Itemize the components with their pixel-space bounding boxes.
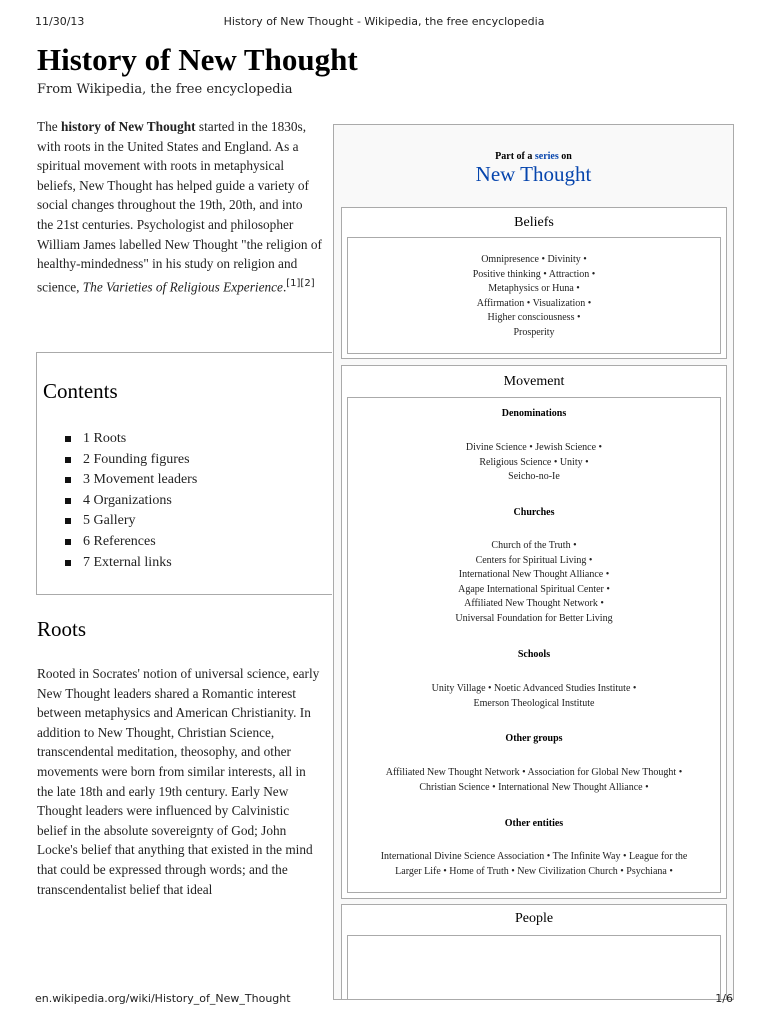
series-caption (334, 151, 733, 162)
beliefs-line[interactable]: Metaphysics or Huna • (488, 283, 580, 294)
toc-heading: Contents (43, 379, 118, 403)
beliefs-line[interactable]: Prosperity (513, 326, 555, 338)
article-subtitle: From Wikipedia, the free encyclopedia (37, 82, 293, 97)
table-of-contents (36, 352, 332, 595)
intro-paragraph (37, 117, 322, 297)
people-box (341, 904, 727, 1000)
churches-list (348, 539, 720, 626)
toc-item-roots[interactable]: 1 Roots (63, 429, 197, 450)
churches-line[interactable]: Agape International Spiritual Center • (458, 583, 610, 595)
beliefs-line[interactable]: Omnipresence • Divinity • (481, 254, 587, 265)
churches-line[interactable]: Centers for Spiritual Living • (475, 554, 593, 566)
beliefs-line[interactable]: Affirmation • Visualization • (476, 297, 592, 309)
toc-item-references[interactable]: 6 References (63, 532, 197, 553)
movement-heading: Movement (503, 374, 565, 389)
denominations-heading: Denominations (501, 408, 567, 419)
other-entities-heading: Other entities (504, 818, 564, 829)
denominations-line[interactable]: Religious Science • Unity • (479, 456, 589, 468)
print-date: 11/30/13 (35, 15, 85, 28)
churches-line[interactable]: Universal Foundation for Better Living (455, 612, 613, 624)
churches-line[interactable]: International New Thought Alliance • (458, 569, 610, 580)
series-title-link[interactable]: New Thought (475, 162, 592, 186)
intro-text-3: . (282, 279, 287, 295)
other-groups-heading: Other groups (505, 733, 563, 744)
intro-book-title[interactable]: The Varieties of Religious Experience (82, 279, 283, 295)
schools-heading: Schools (517, 649, 551, 660)
toc-item-movement-leaders[interactable]: 3 Movement leaders (63, 470, 197, 491)
movement-list-panel (347, 397, 721, 893)
print-page-title: History of New Thought - Wikipedia, the free encyclopedia (223, 15, 545, 28)
beliefs-line[interactable]: Higher consciousness • (487, 312, 581, 323)
intro-text-2: started in the 1830s, with roots in the United States and England. As a spiritual movement with roots in metaphysical beliefs, New Thought has helped guide a variety of social changes throughout the 19th, 20th, and into the 21st centuries. Psychologist and philosopher William James labelled New Thought "the religion of healthy-mindedness" in his study on religion and science, (37, 119, 322, 295)
new-thought-series-sidebar (333, 124, 734, 1000)
beliefs-line[interactable]: Positive thinking • Attraction • (472, 268, 596, 280)
churches-line[interactable]: Affiliated New Thought Network • (464, 598, 604, 609)
denominations-list (348, 441, 720, 485)
series-link[interactable]: series (534, 151, 559, 162)
churches-line[interactable]: Church of the Truth • (491, 540, 577, 551)
article-title: History of New Thought (37, 42, 358, 77)
denominations-line[interactable]: Seicho-no-Ie (508, 471, 560, 482)
print-url: en.wikipedia.org/wiki/History_of_New_Thought (35, 992, 291, 1005)
other-groups-line[interactable]: Affiliated New Thought Network • Association for Global New Thought • (385, 767, 683, 778)
schools-line[interactable]: Unity Village • Noetic Advanced Studies Institute • (431, 683, 637, 694)
beliefs-box (341, 207, 727, 359)
beliefs-heading: Beliefs (514, 215, 554, 230)
schools-line[interactable]: Emerson Theological Institute (473, 697, 595, 709)
beliefs-list-panel (347, 237, 721, 354)
series-caption-pre: Part of a (495, 151, 535, 162)
beliefs-list (348, 253, 720, 340)
toc-item-founding-figures[interactable]: 2 Founding figures (63, 450, 197, 471)
other-entities-list (348, 850, 720, 879)
intro-bold-term: history of New Thought (61, 119, 196, 134)
print-page-number: 1/6 (715, 992, 733, 1005)
toc-item-external-links[interactable]: 7 External links (63, 553, 197, 574)
toc-list (63, 429, 197, 573)
people-list-panel (347, 935, 721, 1000)
other-entities-line[interactable]: International Divine Science Association • The Infinite Way • League for the (380, 851, 688, 862)
schools-list (348, 682, 720, 711)
denominations-line[interactable]: Divine Science • Jewish Science • (465, 442, 603, 453)
roots-heading: Roots (37, 617, 87, 641)
toc-item-gallery[interactable]: 5 Gallery (63, 511, 197, 532)
roots-paragraph: Rooted in Socrates' notion of universal science, early New Thought leaders shared a Romantic interest between metaphysics and American Christianity. In addition to New Thought, Christian Science, transcendental meditation, theosophy, and other movements were born from similar interests, all in the late 18th and early 19th century. Early New Thought leaders were influenced by Calvinistic belief in the absolute sovereignty of God; John Locke's belief that anything that existed in the mind that could be expressed through words; and the transcendentalist belief that ideal (37, 666, 320, 897)
intro-reference[interactable]: [1][2] (286, 277, 315, 289)
series-caption-post: on (558, 151, 572, 162)
other-entities-line[interactable]: Larger Life • Home of Truth • New Civilization Church • Psychiana • (395, 865, 673, 877)
movement-box (341, 365, 727, 899)
intro-text-1: The (37, 119, 61, 134)
toc-item-organizations[interactable]: 4 Organizations (63, 491, 197, 512)
people-heading: People (514, 911, 554, 926)
other-groups-list (348, 766, 720, 795)
other-groups-line[interactable]: Christian Science • International New Thought Alliance • (419, 781, 649, 793)
churches-heading: Churches (513, 507, 555, 518)
